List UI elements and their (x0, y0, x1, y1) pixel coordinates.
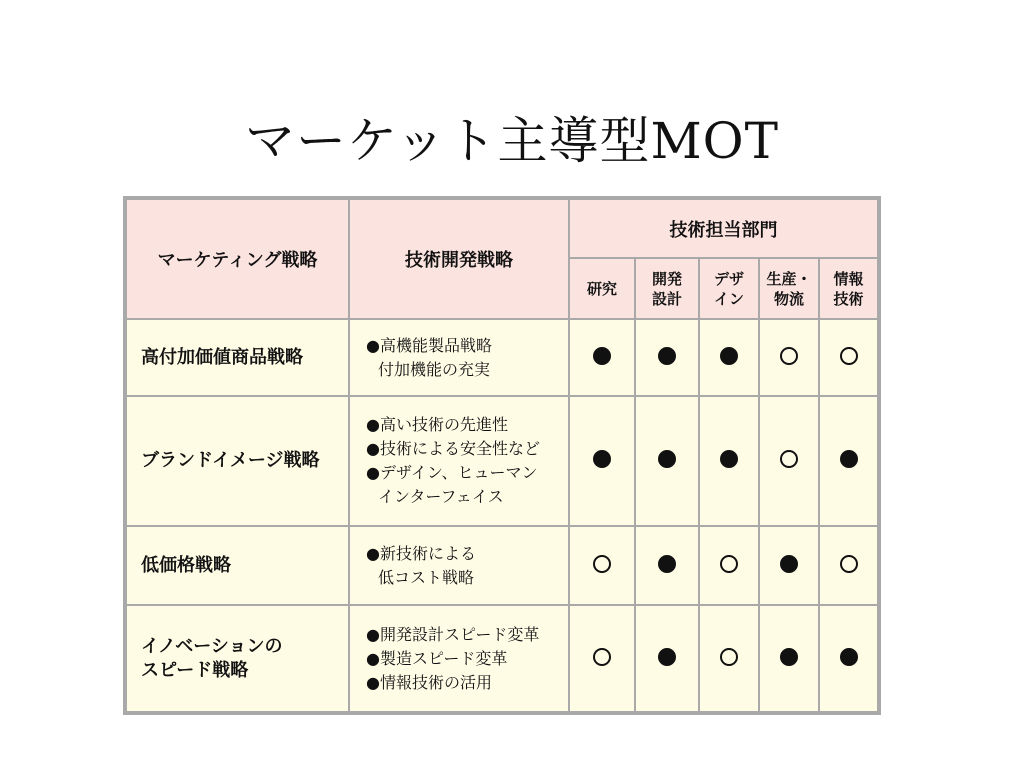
filled-circle-icon (780, 555, 798, 573)
department-mark-cell (759, 319, 819, 396)
department-header (635, 258, 699, 319)
mot-table (125, 198, 879, 713)
table-row (126, 319, 878, 396)
department-mark-cell (819, 526, 878, 605)
department-mark-cell (759, 605, 819, 712)
strategy-item: ●製造スピード変革 (366, 648, 508, 668)
hollow-circle-icon (840, 555, 858, 573)
slide-title: マーケット主導型MOT (244, 111, 780, 170)
filled-circle-icon (658, 555, 676, 573)
marketing-strategy-cell (126, 319, 349, 396)
header-marketing-strategy: マーケティング戦略 (126, 199, 349, 319)
hollow-circle-icon (720, 555, 738, 573)
marketing-strategy-label: 高付加価値商品戦略 (141, 346, 303, 368)
department-header (569, 258, 635, 319)
filled-circle-icon (720, 347, 738, 365)
department-mark-cell (635, 319, 699, 396)
department-label: 開発 (651, 269, 682, 288)
department-mark-cell (635, 605, 699, 712)
marketing-strategy-label: 低価格戦略 (141, 554, 231, 576)
department-mark-cell (819, 396, 878, 526)
strategy-item: ●開発設計スピード変革 (366, 624, 540, 644)
strategy-item: ●技術による安全性など (366, 439, 540, 458)
strategy-item: ●新技術による (366, 543, 476, 563)
department-mark-cell (569, 526, 635, 605)
table-row (126, 526, 878, 605)
hollow-circle-icon (593, 555, 611, 573)
department-mark-cell (635, 396, 699, 526)
table-body (126, 319, 878, 712)
hollow-circle-icon (780, 450, 798, 468)
filled-circle-icon (658, 648, 676, 666)
hollow-circle-icon (780, 347, 798, 365)
department-mark-cell (699, 605, 759, 712)
marketing-strategy-cell (126, 396, 349, 526)
strategy-item: 付加機能の充実 (378, 359, 491, 379)
hollow-circle-icon (840, 347, 858, 365)
department-header (759, 258, 819, 319)
department-mark-cell (699, 526, 759, 605)
mot-table-container (123, 196, 881, 715)
department-label: 情報 (833, 269, 864, 288)
department-mark-cell (699, 396, 759, 526)
table-row (126, 396, 878, 526)
department-mark-cell (569, 396, 635, 526)
tech-dev-strategy-cell (349, 526, 569, 605)
department-header (699, 258, 759, 319)
department-mark-cell (759, 396, 819, 526)
filled-circle-icon (593, 450, 611, 468)
marketing-strategy-label: ブランドイメージ戦略 (141, 450, 320, 471)
department-mark-cell (819, 605, 878, 712)
filled-circle-icon (720, 450, 738, 468)
department-mark-cell (569, 605, 635, 712)
tech-dev-strategy-cell (349, 605, 569, 712)
department-label: イン (713, 289, 744, 308)
department-mark-cell (699, 319, 759, 396)
filled-circle-icon (658, 347, 676, 365)
department-mark-cell (819, 319, 878, 396)
filled-circle-icon (780, 648, 798, 666)
department-label: 技術 (833, 289, 864, 308)
filled-circle-icon (658, 450, 676, 468)
header-tech-departments: 技術担当部門 (569, 199, 878, 258)
department-label: 研究 (586, 279, 617, 298)
department-header (819, 258, 878, 319)
marketing-strategy-label: スピード戦略 (141, 659, 249, 681)
department-label: 物流 (773, 289, 804, 308)
department-mark-cell (569, 319, 635, 396)
tech-dev-strategy-cell (349, 319, 569, 396)
strategy-item: ●高い技術の先進性 (366, 415, 508, 434)
header-tech-dev-strategy: 技術開発戦略 (349, 199, 569, 319)
hollow-circle-icon (593, 648, 611, 666)
strategy-item: 低コスト戦略 (378, 567, 475, 587)
hollow-circle-icon (720, 648, 738, 666)
department-label: デザ (713, 269, 744, 288)
department-mark-cell (759, 526, 819, 605)
marketing-strategy-label: イノベーションの (141, 635, 283, 657)
marketing-strategy-cell (126, 526, 349, 605)
strategy-item: ●デザイン、ヒューマン (366, 463, 538, 482)
marketing-strategy-cell (126, 605, 349, 712)
table-row (126, 605, 878, 712)
strategy-item: インターフェイス (378, 487, 504, 506)
filled-circle-icon (593, 347, 611, 365)
strategy-item: ●情報技術の活用 (366, 672, 492, 692)
tech-dev-strategy-cell (349, 396, 569, 526)
filled-circle-icon (840, 450, 858, 468)
department-label: 生産・ (766, 269, 812, 288)
filled-circle-icon (840, 648, 858, 666)
department-mark-cell (635, 526, 699, 605)
strategy-item: ●高機能製品戦略 (366, 335, 492, 355)
department-label: 設計 (651, 289, 682, 308)
